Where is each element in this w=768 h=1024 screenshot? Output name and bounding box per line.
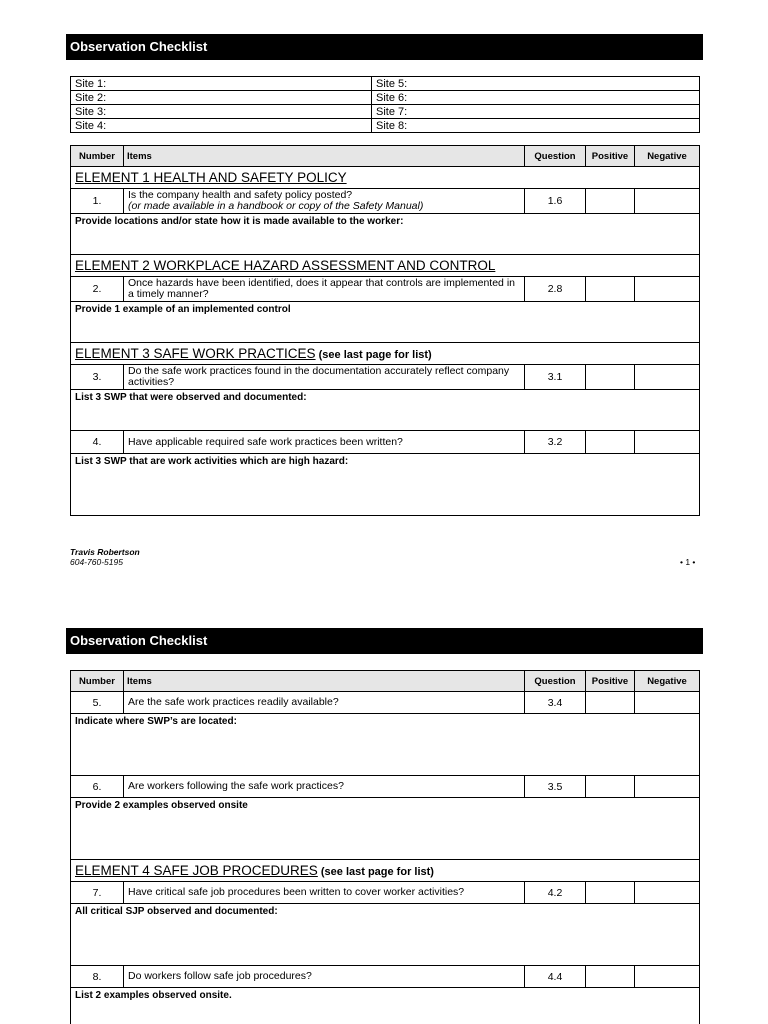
col-question: Question — [525, 146, 586, 167]
element-heading — [71, 167, 700, 189]
col-positive: Positive — [586, 146, 635, 167]
sites-row — [71, 91, 700, 105]
row-number: 1. — [71, 189, 124, 214]
element-row — [71, 167, 700, 189]
site-cell[interactable]: Site 6: — [372, 91, 700, 105]
row-question: 4.2 — [525, 882, 586, 904]
row-item: Have critical safe job procedures been written to cover worker activities? — [124, 882, 525, 904]
row-question: 3.2 — [525, 431, 586, 454]
row-item: Once hazards have been identified, does it appear that controls are implemented in a timely manner? — [124, 277, 525, 302]
row-number: 2. — [71, 277, 124, 302]
row-question: 3.4 — [525, 692, 586, 714]
site-cell[interactable]: Site 8: — [372, 119, 700, 133]
response-field[interactable]: List 2 examples observed onsite. — [71, 988, 700, 1024]
element-row — [71, 255, 700, 277]
negative-cell[interactable] — [635, 966, 700, 988]
table-row — [71, 966, 700, 988]
response-row — [71, 714, 700, 776]
footer-name: Travis Robertson — [70, 547, 140, 557]
site-cell[interactable]: Site 3: — [71, 105, 372, 119]
col-negative: Negative — [635, 671, 700, 692]
response-row — [71, 214, 700, 255]
element-title: ELEMENT 4 SAFE JOB PROCEDURES — [75, 863, 318, 878]
element-heading — [71, 255, 700, 277]
table-row — [71, 277, 700, 302]
positive-cell[interactable] — [586, 692, 635, 714]
response-row — [71, 798, 700, 860]
table-row — [71, 692, 700, 714]
row-number: 3. — [71, 365, 124, 390]
positive-cell[interactable] — [586, 431, 635, 454]
header-row — [71, 671, 700, 692]
item-text: Is the company health and safety policy posted? — [128, 189, 353, 201]
table-row — [71, 431, 700, 454]
sites-row — [71, 77, 700, 91]
row-number: 7. — [71, 882, 124, 904]
negative-cell[interactable] — [635, 431, 700, 454]
response-field[interactable]: Provide 2 examples observed onsite — [71, 798, 700, 860]
response-field[interactable]: Indicate where SWP’s are located: — [71, 714, 700, 776]
negative-cell[interactable] — [635, 365, 700, 390]
site-cell[interactable]: Site 2: — [71, 91, 372, 105]
row-item: Do workers follow safe job procedures? — [124, 966, 525, 988]
sites-row — [71, 119, 700, 133]
row-number: 8. — [71, 966, 124, 988]
row-item — [124, 189, 525, 214]
response-field[interactable]: Provide locations and/or state how it is made available to the worker: — [71, 214, 700, 255]
row-number: 5. — [71, 692, 124, 714]
response-row — [71, 390, 700, 431]
negative-cell[interactable] — [635, 776, 700, 798]
element-heading — [71, 860, 700, 882]
checklist-table — [70, 145, 700, 516]
response-row — [71, 302, 700, 343]
col-positive: Positive — [586, 671, 635, 692]
element-title: ELEMENT 3 SAFE WORK PRACTICES — [75, 346, 316, 361]
col-negative: Negative — [635, 146, 700, 167]
table-row — [71, 365, 700, 390]
response-field[interactable]: Provide 1 example of an implemented control — [71, 302, 700, 343]
checklist-table — [70, 670, 700, 1024]
header-row — [71, 146, 700, 167]
positive-cell[interactable] — [586, 966, 635, 988]
element-note: (see last page for list) — [315, 349, 432, 361]
positive-cell[interactable] — [586, 776, 635, 798]
row-item: Are workers following the safe work practices? — [124, 776, 525, 798]
table-row — [71, 776, 700, 798]
page-number: • 1 • — [680, 557, 696, 567]
row-question: 2.8 — [525, 277, 586, 302]
positive-cell[interactable] — [586, 189, 635, 214]
site-cell[interactable]: Site 7: — [372, 105, 700, 119]
page-title: Observation Checklist — [66, 628, 703, 654]
col-items: Items — [124, 671, 525, 692]
element-heading — [71, 343, 700, 365]
table-row — [71, 189, 700, 214]
response-field[interactable]: List 3 SWP that were observed and documented: — [71, 390, 700, 431]
footer-contact — [70, 547, 140, 567]
row-number: 6. — [71, 776, 124, 798]
sites-row — [71, 105, 700, 119]
element-row — [71, 860, 700, 882]
row-question: 3.5 — [525, 776, 586, 798]
sites-table — [70, 76, 700, 133]
page-title: Observation Checklist — [66, 34, 703, 60]
positive-cell[interactable] — [586, 365, 635, 390]
response-row — [71, 988, 700, 1024]
col-question: Question — [525, 671, 586, 692]
positive-cell[interactable] — [586, 277, 635, 302]
row-question: 1.6 — [525, 189, 586, 214]
negative-cell[interactable] — [635, 277, 700, 302]
site-cell[interactable]: Site 4: — [71, 119, 372, 133]
response-row — [71, 454, 700, 516]
col-number: Number — [71, 671, 124, 692]
negative-cell[interactable] — [635, 692, 700, 714]
row-number: 4. — [71, 431, 124, 454]
site-cell[interactable]: Site 5: — [372, 77, 700, 91]
site-cell[interactable]: Site 1: — [71, 77, 372, 91]
col-number: Number — [71, 146, 124, 167]
col-items: Items — [124, 146, 525, 167]
response-row — [71, 904, 700, 966]
row-item: Have applicable required safe work practices been written? — [124, 431, 525, 454]
response-field[interactable]: List 3 SWP that are work activities which are high hazard: — [71, 454, 700, 516]
response-field[interactable]: All critical SJP observed and documented: — [71, 904, 700, 966]
element-title: ELEMENT 1 HEALTH AND SAFETY POLICY — [75, 170, 347, 185]
footer-phone: 604-760-5195 — [70, 557, 123, 567]
row-item: Do the safe work practices found in the documentation accurately reflect company activities? — [124, 365, 525, 390]
row-question: 3.1 — [525, 365, 586, 390]
row-question: 4.4 — [525, 966, 586, 988]
item-subtext: (or made available in a handbook or copy of the Safety Manual) — [128, 200, 424, 212]
element-title: ELEMENT 2 WORKPLACE HAZARD ASSESSMENT AND CONTROL — [75, 258, 496, 273]
element-note: (see last page for list) — [317, 866, 434, 878]
negative-cell[interactable] — [635, 189, 700, 214]
table-row — [71, 882, 700, 904]
negative-cell[interactable] — [635, 882, 700, 904]
row-item: Are the safe work practices readily available? — [124, 692, 525, 714]
positive-cell[interactable] — [586, 882, 635, 904]
element-row — [71, 343, 700, 365]
